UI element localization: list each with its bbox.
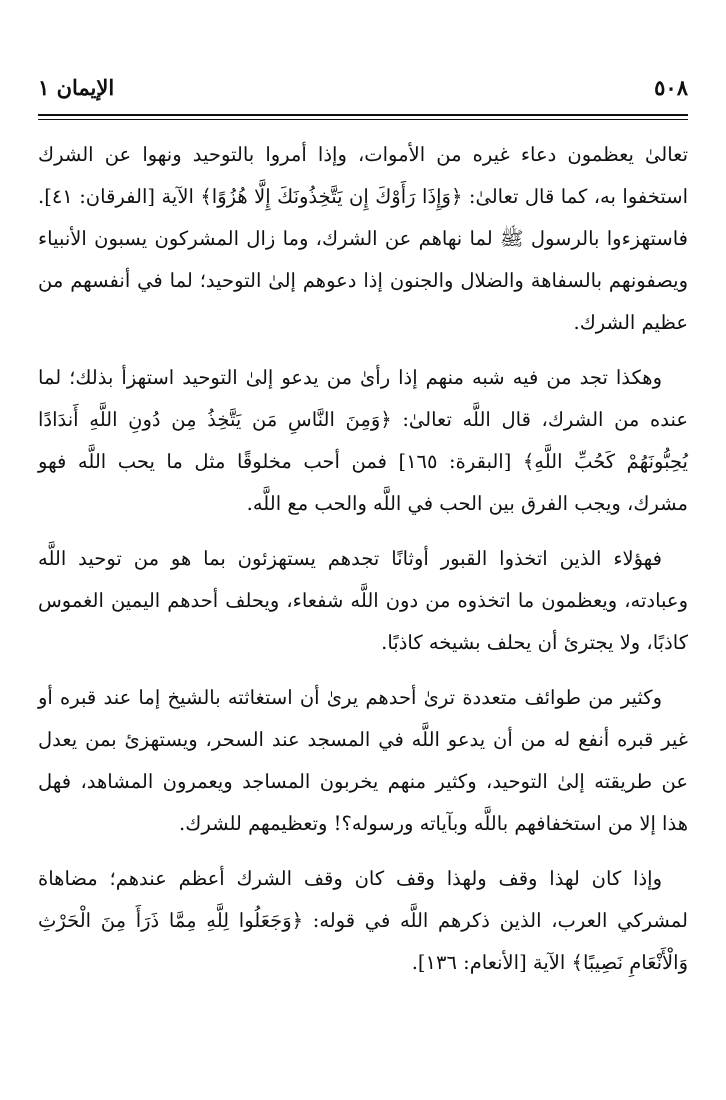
page-header bbox=[38, 70, 688, 104]
page-number: ٥٠٨ bbox=[654, 74, 688, 100]
book-title: الإيمان ١ bbox=[38, 74, 115, 100]
paragraph-1: تعالىٰ يعظمون دعاء غيره من الأموات، وإذا أمروا بالتوحيد ونهوا عن الشرك استخفوا به، كما قال تعالىٰ: ﴿وَإِذَا رَأَوْكَ إِن يَتَّخِذُونَكَ إِلَّا هُزُوًا﴾ الآية [الفرقان: ٤١]. فاستهزءوا بالرسول ﷺ لما نهاهم عن الشرك، وما زال المشركون يسبون الأنبياء ويصفونهم بالسفاهة والضلال والجنون إذا دعوهم إلىٰ التوحيد؛ لما في أنفسهم من عظيم الشرك. bbox=[38, 143, 688, 334]
paragraph-3: فهؤلاء الذين اتخذوا القبور أوثانًا تجدهم يستهزئون بما هو من توحيد اللَّه وعبادته، ويعظمون ما اتخذوه من دون اللَّه شفعاء، ويحلف أحدهم اليمين الغموس كاذبًا، ولا يجترئ أن يحلف بشيخه كاذبًا. bbox=[38, 547, 688, 654]
paragraph-2: وهكذا تجد من فيه شبه منهم إذا رأىٰ من يدعو إلىٰ التوحيد استهزأ بذلك؛ لما عنده من الشرك، قال اللَّه تعالىٰ: ﴿وَمِنَ النَّاسِ مَن يَتَّخِذُ مِن دُونِ اللَّهِ أَندَادًا يُحِبُّونَهُمْ كَحُبِّ اللَّهِ﴾ [البقرة: ١٦٥] فمن أحب مخلوقًا مثل ما يحب اللَّه فهو مشرك، ويجب الفرق بين الحب في اللَّه والحب مع اللَّه. bbox=[38, 366, 688, 515]
paragraph-5: وإذا كان لهذا وقف ولهذا وقف كان وقف الشرك أعظم عندهم؛ مضاهاة لمشركي العرب، الذين ذكرهم اللَّه في قوله: ﴿وَجَعَلُوا لِلَّهِ مِمَّا ذَرَأَ مِنَ الْحَرْثِ وَالْأَنْعَامِ نَصِيبًا﴾ الآية [الأنعام: ١٣٦]. bbox=[38, 867, 688, 974]
header-rule-thin bbox=[38, 119, 688, 120]
page-body bbox=[38, 134, 688, 997]
header-rule-thick bbox=[38, 114, 688, 116]
paragraph-4: وكثير من طوائف متعددة ترىٰ أحدهم يرىٰ أن استغاثته بالشيخ إما عند قبره أو غير قبره أنفع له من أن يدعو اللَّه في المسجد عند السحر، ويستهزئ بمن يعدل عن طريقته إلىٰ التوحيد، وكثير منهم يخربون المساجد ويعمرون المشاهد، فهل هذا إلا من استخفافهم باللَّه وبآياته ورسوله؟! وتعظيمهم للشرك. bbox=[38, 686, 688, 835]
